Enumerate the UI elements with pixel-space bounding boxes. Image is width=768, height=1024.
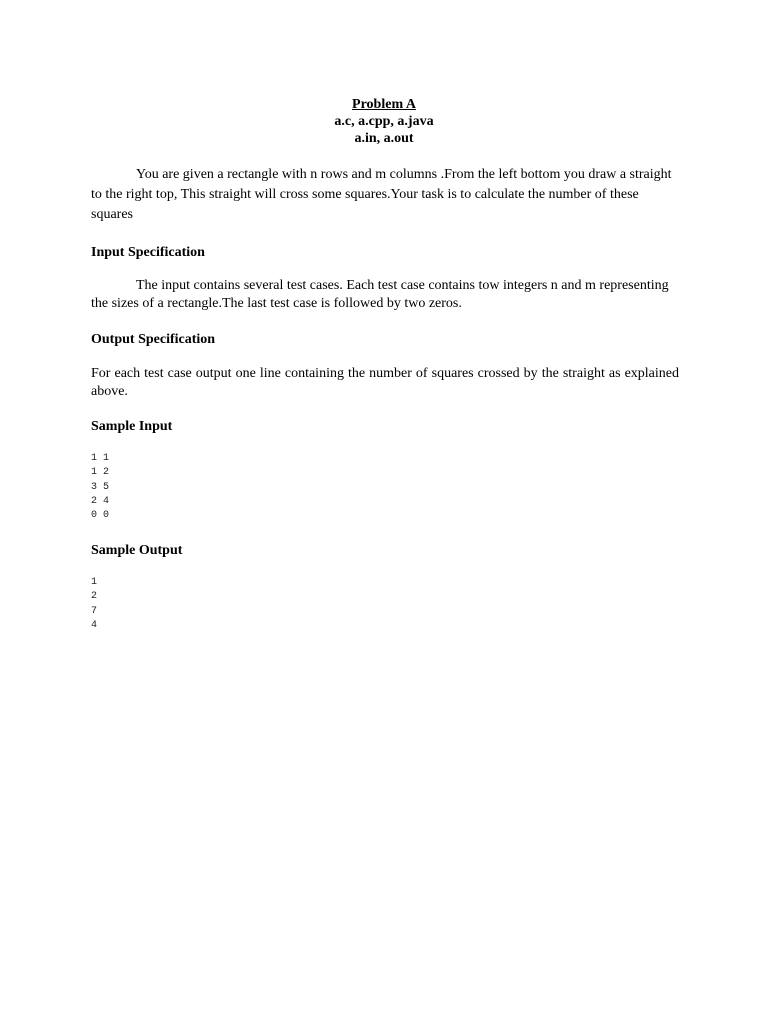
sample-input-heading: Sample Input	[91, 419, 173, 434]
sample-input-line: 1 1	[91, 453, 110, 464]
sample-input-line: 0 0	[91, 510, 110, 522]
source-file-names: a.c, a.cpp, a.java	[334, 114, 434, 129]
sample-output-line: 7	[91, 605, 98, 617]
sample-output-line: 1	[91, 577, 98, 588]
sample-input-line: 1 2	[91, 467, 110, 479]
output-spec-text: For each test case output one line containing the number of squares crossed by the straight as explained above.	[91, 366, 679, 399]
sample-output-block	[91, 576, 97, 633]
problem-title: Problem A	[352, 97, 416, 112]
output-spec-heading: Output Specification	[91, 332, 216, 347]
sample-input-line: 3 5	[91, 481, 110, 493]
sample-input-line: 2 4	[91, 495, 110, 507]
sample-output-heading: Sample Output	[91, 543, 183, 558]
io-file-names: a.in, a.out	[354, 131, 414, 146]
problem-header	[0, 96, 768, 147]
problem-statement: You are given a rectangle with n rows and m columns .From the left bottom you draw a straight to the right top, This straight will cross some squares.Your task is to calculate the number of these squares	[91, 167, 672, 222]
sample-input-block	[91, 452, 109, 523]
sample-output-line: 4	[91, 619, 98, 631]
sample-output-line: 2	[91, 591, 98, 603]
input-spec-text: The input contains several test cases. Each test case contains tow integers n and m representing the sizes of a rectangle.The last test case is followed by two zeros.	[91, 278, 669, 311]
input-spec-heading: Input Specification	[91, 245, 205, 260]
